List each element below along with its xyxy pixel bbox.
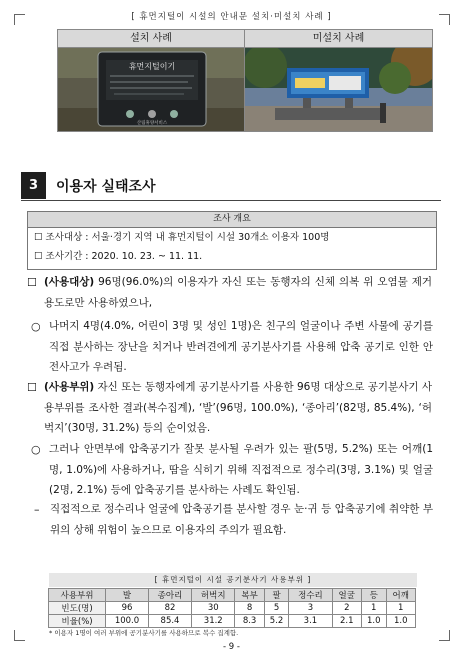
section-number: 3 <box>21 172 46 199</box>
table-cell: 1.0 <box>361 615 386 628</box>
table-cell: 1 <box>361 602 386 615</box>
table-row <box>49 602 416 615</box>
table-row-header: 비율(%) <box>49 615 106 628</box>
section-title: 이용자 실태조사 <box>56 179 156 195</box>
sign-title: 휴먼지털이기 <box>128 62 176 71</box>
table-cell: 85.4 <box>148 615 191 628</box>
section-heading <box>21 172 441 201</box>
survey-period-value: 2020. 10. 23. ~ 11. 11. <box>91 251 203 262</box>
usage-area-table <box>48 588 416 628</box>
table-header-cell: 종아리 <box>148 589 191 602</box>
usage-target-paragraph <box>44 272 432 313</box>
uninstalled-site-photo <box>245 48 432 131</box>
table-cell: 2 <box>332 602 361 615</box>
survey-period-label: ☐ 조사기간 : <box>34 251 92 262</box>
survey-overview-box <box>27 211 437 270</box>
usage-target-heading: (사용대상) <box>44 276 95 288</box>
table-cell: 3.1 <box>289 615 332 628</box>
usage-table-caption: [ 휴먼지털이 시설 공기분사기 사용부위 ] <box>49 573 417 587</box>
page-number: - 9 - <box>223 642 240 652</box>
table-cell: 82 <box>148 602 191 615</box>
table-row <box>49 615 416 628</box>
figure-caption: [ 휴먼지털이 시설의 안내문 설치·미설치 사례 ] <box>131 12 332 22</box>
table-header-cell: 정수리 <box>289 589 332 602</box>
table-row-header: 빈도(명) <box>49 602 106 615</box>
table-header-cell: 사용부위 <box>49 589 106 602</box>
table-cell: 2.1 <box>332 615 361 628</box>
circle-bullet-icon: ○ <box>31 443 41 456</box>
circle-bullet-icon: ○ <box>31 320 41 333</box>
installed-label: 설치 사례 <box>58 30 245 48</box>
table-cell: 31.2 <box>192 615 235 628</box>
table-header-cell: 팔 <box>264 589 289 602</box>
usage-area-text: 자신 또는 동행자에게 공기분사기를 사용한 96명 대상으로 공기분사기 사용부위를 조사한 결과(복수집계), ‘발’(96명, 100.0%), ‘종아리’(82명, 85.4%), ‘허벅지’(30명, 31.2%) 등의 순이었음. <box>44 381 432 434</box>
crop-mark-bottom-left <box>14 630 25 641</box>
table-header-cell: 복부 <box>235 589 264 602</box>
table-header-cell: 얼굴 <box>332 589 361 602</box>
table-cell: 30 <box>192 602 235 615</box>
table-header-cell: 허벅지 <box>192 589 235 602</box>
not-installed-label: 미설치 사례 <box>245 30 432 48</box>
survey-target-label: ☐ 조사대상 : <box>34 232 92 243</box>
survey-target-row <box>28 228 436 247</box>
usage-target-text: 96명(96.0%)의 이용자가 자신 또는 동행자의 신체 의복 위 오염물 제거 용도로만 사용하였으나, <box>44 276 432 309</box>
table-cell: 3 <box>289 602 332 615</box>
checkbox-bullet-icon: ☐ <box>27 276 37 289</box>
usage-area-heading: (사용부위) <box>44 381 95 393</box>
photo-comparison-table <box>57 29 433 132</box>
caution-paragraph: 직접적으로 정수리나 얼굴에 압축공기를 분사할 경우 눈·귀 등 압축공기에 취약한 부위의 상해 위험이 높으므로 이용자의 주의가 필요함. <box>50 503 433 536</box>
table-header-cell: 발 <box>106 589 149 602</box>
survey-target-value: 서울·경기 지역 내 휴먼지털이 시설 30개소 이용자 100명 <box>91 232 330 243</box>
table-cell: 96 <box>106 602 149 615</box>
table-cell: 100.0 <box>106 615 149 628</box>
table-cell: 1.0 <box>386 615 416 628</box>
survey-period-row <box>28 247 436 266</box>
table-cell: 5 <box>264 602 289 615</box>
dash-bullet-icon: – <box>34 503 40 516</box>
sign-brand: 산림휴양서비스 <box>136 121 168 126</box>
table-header-cell: 등 <box>361 589 386 602</box>
table-header-row <box>49 589 416 602</box>
usage-area-paragraph <box>44 377 432 439</box>
table-cell: 1 <box>386 602 416 615</box>
table-cell: 8 <box>235 602 264 615</box>
table-footnote: * 이용자 1명이 여러 부위에 공기분사기를 사용하므로 복수 집계함. <box>49 629 239 637</box>
survey-overview-title: 조사 개요 <box>28 212 436 228</box>
table-cell: 5.2 <box>264 615 289 628</box>
installed-sign-photo <box>58 48 245 131</box>
misuse-paragraph: 나머지 4명(4.0%, 어린이 3명 및 성인 1명)은 친구의 얼굴이나 주변 사물에 공기를 직접 분사하는 장난을 치거나 반려견에게 공기분사기를 사용해 압축 공기로 인한 안전사고가 우려됨. <box>49 320 433 373</box>
table-cell: 8.3 <box>235 615 264 628</box>
table-header-cell: 어깨 <box>386 589 416 602</box>
risk-area-paragraph: 그러나 안면부에 압축공기가 잘못 분사될 우려가 있는 팔(5명, 5.2%) 또는 어깨(1명, 1.0%)에 사용하거나, 땀을 식히기 위해 직접적으로 정수리(3명, 3.1%) 및 얼굴(2명, 2.1%) 등에 압축공기를 분사하는 사례도 확인됨. <box>49 443 433 496</box>
checkbox-bullet-icon: ☐ <box>27 381 37 394</box>
crop-mark-bottom-right <box>439 630 450 641</box>
